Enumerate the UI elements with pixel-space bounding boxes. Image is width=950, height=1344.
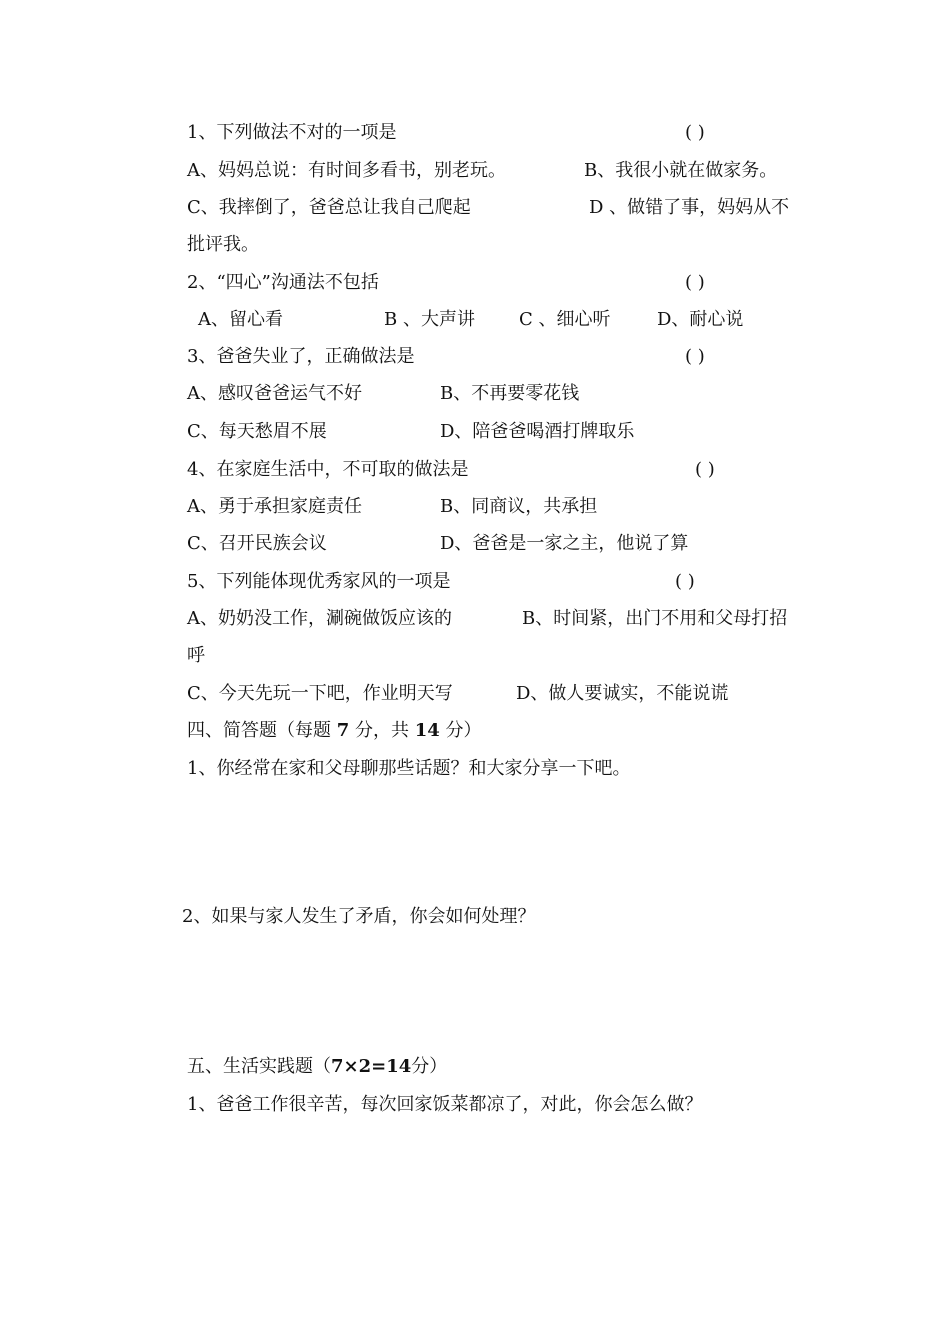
section5-points-formula: 7×2=14 — [331, 1056, 412, 1077]
q2-option-c: C 、细心听 — [519, 309, 611, 330]
section5-title-part2: 分） — [411, 1056, 448, 1077]
q4-option-d: D、爸爸是一家之主，他说了算 — [440, 533, 689, 554]
section4-question-1: 1、你经常在家和父母聊那些话题？和大家分享一下吧。 — [187, 758, 631, 779]
q2-stem: 2、“四心”沟通法不包括 — [187, 272, 379, 293]
q4-option-b: B、同商议，共承担 — [440, 496, 598, 517]
q3-option-b: B、不再要零花钱 — [440, 383, 580, 404]
q1-answer-paren: ( ) — [685, 122, 705, 143]
q4-option-a: A、勇于承担家庭责任 — [187, 496, 362, 517]
q1-option-c: C、我摔倒了，爸爸总让我自己爬起 — [187, 197, 471, 218]
q1-option-a: A、妈妈总说：有时间多看书，别老玩。 — [187, 160, 506, 181]
q3-answer-paren: ( ) — [685, 346, 705, 367]
section5-heading — [187, 1055, 447, 1079]
q5-option-c: C、今天先玩一下吧，作业明天写 — [187, 683, 453, 704]
q3-option-a: A、感叹爸爸运气不好 — [187, 383, 362, 404]
q2-option-a: A、留心看 — [198, 309, 283, 330]
q3-stem: 3、爸爸失业了，正确做法是 — [187, 346, 415, 367]
q3-option-c: C、每天愁眉不展 — [187, 421, 327, 442]
q3-option-d: D、陪爸爸喝酒打牌取乐 — [440, 421, 635, 442]
q5-option-b-continued: 呼 — [187, 645, 205, 666]
q5-option-d: D、做人要诚实，不能说谎 — [516, 683, 729, 704]
q1-option-b: B、我很小就在做家务。 — [584, 160, 778, 181]
q5-option-a: A、奶奶没工作，涮碗做饭应该的 — [187, 608, 452, 629]
q4-option-c: C、召开民族会议 — [187, 533, 327, 554]
q4-answer-paren: ( ) — [695, 459, 715, 480]
q5-stem: 5、下列能体现优秀家风的一项是 — [187, 571, 451, 592]
section4-title-part2: 分，共 — [355, 720, 409, 741]
q5-answer-paren: ( ) — [675, 571, 695, 592]
q2-option-b: B 、大声讲 — [384, 309, 475, 330]
section4-points-each: 7 — [336, 720, 350, 741]
q1-option-d: D 、做错了事，妈妈从不 — [589, 197, 790, 218]
section4-title-part3: 分） — [445, 720, 482, 741]
section5-question-1: 1、爸爸工作很辛苦，每次回家饭菜都凉了，对此，你会怎么做？ — [187, 1094, 703, 1115]
section5-title-part1: 五、生活实践题（ — [187, 1056, 331, 1077]
q4-stem: 4、在家庭生活中，不可取的做法是 — [187, 459, 469, 480]
section4-heading — [187, 719, 482, 743]
q5-option-b: B、时间紧，出门不用和父母打招 — [522, 608, 788, 629]
section4-title-part1: 四、简答题（每题 — [187, 720, 331, 741]
section4-question-2: 2、如果与家人发生了矛盾，你会如何处理？ — [182, 906, 536, 927]
q2-answer-paren: ( ) — [685, 272, 705, 293]
q1-stem: 1、下列做法不对的一项是 — [187, 122, 397, 143]
q1-option-d-continued: 批评我。 — [187, 234, 259, 255]
q2-option-d: D、耐心说 — [657, 309, 744, 330]
section4-points-total: 14 — [414, 720, 440, 741]
